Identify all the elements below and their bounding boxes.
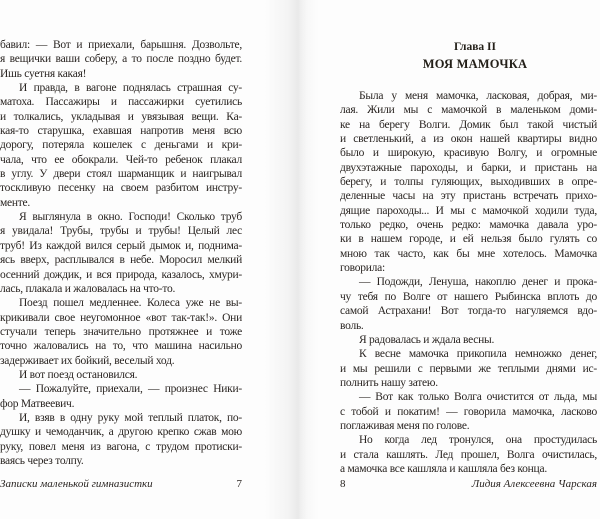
page-number-right: 8 [340,478,346,490]
page-number-left: 7 [236,478,242,490]
text-line: фор Матвеевич. [0,397,75,410]
text-line: матоха. Пассажиры и пассажирки суетились [0,96,242,109]
paragraph [340,347,597,390]
paragraph [340,275,597,332]
text-line: Я выглянула в окно. Господи! Сколько труб [19,211,242,224]
text-line: дорогу, потеряла кошелек с деньгами и кри- [0,139,242,152]
text-line: Ишь суетня какая! [0,67,87,80]
right-page-text [340,89,597,476]
text-line: а мамочка все кашляла и кашляла без конца. [340,462,547,475]
text-line: с тобой и покатим! — говорила мамочка, ласково [340,405,597,418]
running-title: Записки маленькой гимназистки [0,478,153,490]
text-line: Я радовалась и ждала весны. [359,333,495,346]
paragraph [0,81,242,210]
chapter-heading [340,41,597,71]
text-line: лась, плакала и жаловалась на что-то. [0,282,176,295]
left-page-footer [0,478,242,490]
right-page[interactable] [301,0,600,519]
text-line: Поезд пошел медленнее. Колеса уже не вы- [19,297,242,310]
text-line: тоскливую песенку на своем разбитом инстру- [0,182,242,195]
text-line: и мы решили с первыми же теплыми днями ис- [340,362,597,375]
text-line: было и широкую, красивую Волгу, и огромные [340,147,597,160]
paragraph [340,390,597,433]
text-line: И, взяв в одну руку мой теплый платок, по- [19,411,242,424]
text-line: ки в нашем городе, и ей нельзя было гулять со [340,233,597,246]
paragraph [0,368,242,382]
text-line: и светленький, а из окон нашей квартиры видно [340,133,597,146]
text-line: и стала кашлять. Лед прошел, Волга очистилась, [340,448,597,461]
text-line: я увидала! Трубы, трубы и трубы! Целый лес [0,225,242,238]
text-line: я вещички ваши соберу, а то после поздно будет. [0,53,242,66]
paragraph [0,296,242,368]
text-line: кая-то старушка, ехавшая напротив меня всю [0,125,242,138]
text-line: И правда, в вагоне поднялась страшная су- [19,82,242,95]
left-page-text [0,38,242,468]
paragraph [340,433,597,476]
text-line: ваясь через толпу. [0,454,84,467]
text-line: труб! Из каждой вился серый дымок и, поднима- [0,239,242,252]
text-line: чу тебя по Волге от нашего Рыбинска вплоть до [340,290,597,303]
text-line: Была у меня мамочка, ласковая, добрая, ми- [359,90,597,102]
text-line: поглаживая меня по голове. [340,419,470,432]
chapter-label: Глава II [453,41,496,53]
text-line: полнить нашу затею. [340,376,438,389]
text-line: двухэтажные пароходы, и барки, и пристань на [340,161,597,174]
text-line: — Пожалуйте, приехали, — произнес Ники- [19,383,242,396]
chapter-title: МОЯ МАМОЧКА [422,57,528,71]
text-line: Но когда лед тронулся, она простудилась [359,434,597,447]
text-line: ясь вверх, расплывался в небе. Моросил мелкий [0,254,242,267]
paragraph [340,89,597,275]
paragraph [340,333,597,347]
text-line: — Вот как только Волга очистится от льда, мы [359,391,597,404]
text-line: и толкались, укладывая и увязывая вещи. Ка- [0,110,242,123]
text-line: деленные часы на эту пристань встречать прихо- [340,190,597,203]
text-line: дящие пароходы... И мы с мамочкой ходили туда, [340,204,597,217]
right-page-footer [340,478,597,490]
text-line: берегу, и толпы гуляющих, выходивших в опре- [340,176,597,189]
text-line: К весне мамочка прикопила немножко денег, [359,348,597,361]
text-line: — Подожди, Ленуша, накоплю денег и прока- [359,276,597,289]
text-line: воль. [340,319,364,332]
text-line: руку, повел меня из вагона, с трудом протиски- [0,440,242,453]
text-line: мною так часто, как бы мне хотелось. Мамочка [340,247,597,260]
text-line: говорила: [340,262,385,275]
paragraph [0,38,242,81]
text-line: только редко, очень редко: мамочка давала уро- [340,219,597,232]
text-line: осенний дождик, и вся природа, казалось, хмури- [0,268,242,281]
text-line: чала, что ее обокрали. Чей-то ребенок плакал [0,153,242,166]
text-line: бавил: — Вот и приехали, барышня. Дозвольте, [0,39,242,51]
text-line: задерживает их бойкий, веселый ход. [0,354,175,367]
paragraph [0,210,242,296]
text-line: ке на берегу Волги. Домик был такой чистый [340,118,597,131]
text-line: лая. Жили мы с мамочкой в маленьком доми- [340,104,597,117]
paragraph [0,382,242,411]
text-line: точно жаловались на то, что машина насильно [0,340,242,353]
text-line: менте. [0,196,31,209]
text-line: в углу. У двери стоял шарманщик и наигрывал [0,168,242,181]
text-line: самой Астрахани! Вот тогда-то нагуляемся вдо- [340,305,597,318]
text-line: стучали теперь значительно протяжнее и тоже [0,325,242,338]
paragraph [0,411,242,468]
text-line: И вот поезд остановился. [19,368,138,381]
text-line: крикивали свое неугомонное «вот так-так!». Они [0,311,242,324]
running-author: Лидия Алексеевна Чарская [471,478,597,490]
text-line: душку и чемоданчик, а другою крепко сжав мою [0,426,242,439]
